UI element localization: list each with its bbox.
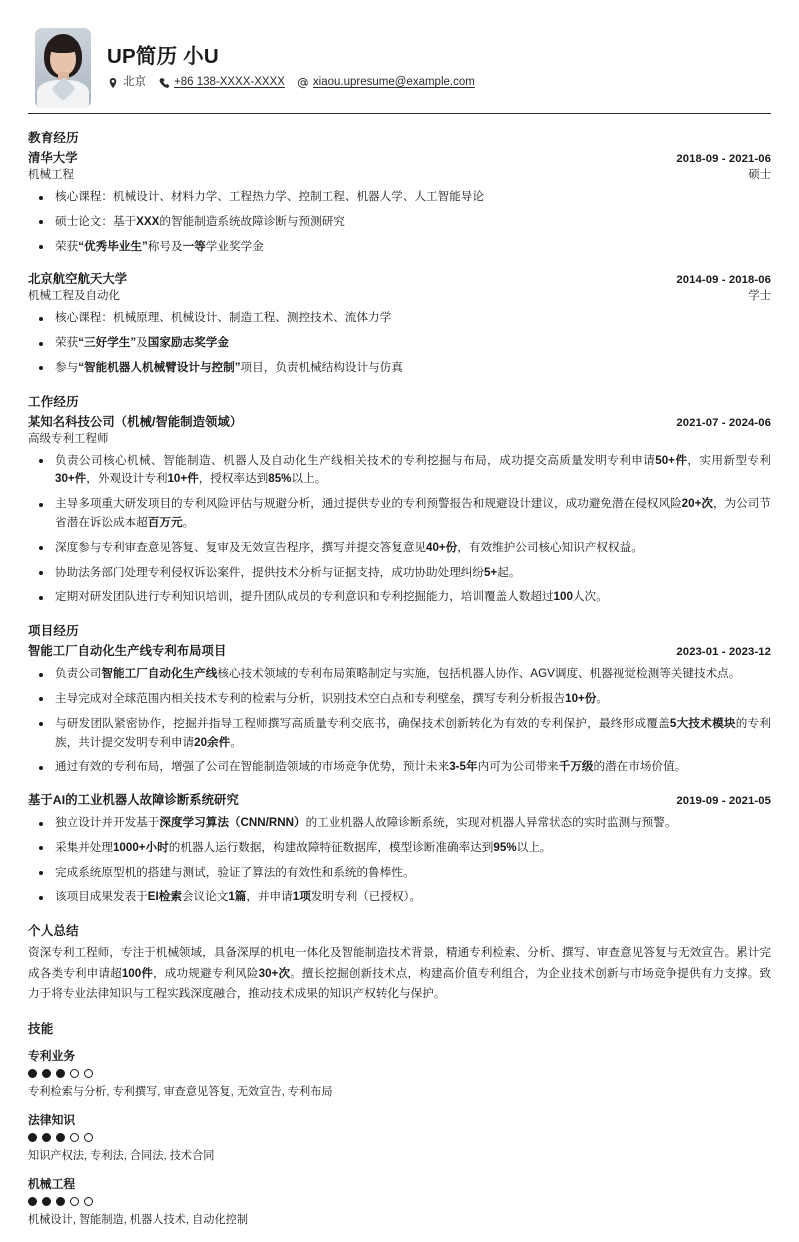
education-bullets — [28, 309, 771, 377]
email-at-icon — [297, 77, 309, 89]
education-org: 清华大学 — [28, 151, 78, 165]
skill-level-dots — [28, 1069, 771, 1078]
skill-keywords: 专利检索与分析, 专利撰写, 审查意见答复, 无效宣告, 专利布局 — [28, 1086, 333, 1099]
bullet-item: 该项目成果发表于EI检索会议论文1篇，并申请1项发明专利（已授权）。 — [28, 888, 771, 907]
section-title-education: 教育经历 — [28, 131, 79, 145]
section-title-summary: 个人总结 — [28, 924, 79, 939]
project-name: 智能工厂自动化生产线专利布局项目 — [28, 644, 227, 659]
bullet-item: 核心课程：机械设计、材料力学、工程热力学、控制工程、机器人学、人工智能导论 — [28, 188, 771, 207]
bullet-item: 负责公司核心机械、智能制造、机器人及自动化生产线相关技术的专利挖掘与布局，成功提交高质量发明专利申请50+件，实用新型专利30+件，外观设计专利10+件，授权率达到85%以上。 — [28, 452, 771, 490]
bullet-item: 定期对研发团队进行专利知识培训，提升团队成员的专利意识和专利挖掘能力，培训覆盖人数超过100人次。 — [28, 588, 771, 607]
contact-email-text[interactable]: xiaou.upresume@example.com — [312, 76, 475, 88]
work-entry — [28, 412, 771, 607]
resume-header — [28, 0, 771, 104]
education-major: 机械工程及自动化 — [28, 290, 120, 303]
contact-location — [107, 77, 146, 89]
bullet-item: 采集并处理1000+小时的机器人运行数据，构建故障特征数据库，模型诊断准确率达到95%以上。 — [28, 839, 771, 858]
skill-dot — [28, 1133, 37, 1142]
education-entry — [28, 269, 771, 377]
skill-keywords: 知识产权法, 专利法, 合同法, 技术合同 — [28, 1149, 215, 1162]
skill-name: 专利业务 — [28, 1049, 76, 1064]
section-work-experience — [28, 378, 771, 607]
skill-dot — [56, 1197, 65, 1206]
skill-group — [28, 1047, 771, 1101]
skill-dot — [42, 1069, 51, 1078]
skill-name: 法律知识 — [28, 1112, 76, 1127]
work-company: 某知名科技公司（机械/智能制造领域） — [28, 414, 243, 429]
work-role: 高级专利工程师 — [28, 432, 109, 445]
location-pin-icon — [107, 77, 119, 89]
skill-dot — [42, 1197, 51, 1206]
skill-dot — [28, 1197, 37, 1206]
bullet-item: 荣获“优秀毕业生”称号及一等学业奖学金 — [28, 238, 771, 257]
work-date: 2021-07 - 2024-06 — [676, 416, 771, 429]
skill-dot — [70, 1133, 79, 1142]
education-bullets — [28, 188, 771, 256]
bullet-item: 完成系统原型机的搭建与测试，验证了算法的有效性和系统的鲁棒性。 — [28, 864, 771, 883]
contact-email[interactable] — [297, 77, 475, 89]
skill-level-dots — [28, 1133, 771, 1142]
summary-text: 资深专利工程师，专注于机械领域，具备深厚的机电一体化及智能制造技术背景，精通专利检索、分析、撰写、审查意见答复与无效宣告。累计完成各类专利申请超100件，成功规避专利风险30+次。擅长挖掘创新技术点，构建高价值专利组合，为企业技术创新与市场竞争提供有力支撑。致力于将专业法律知识与工程实践深度融合，推动技术成果的知识产权转化与保护。 — [28, 946, 771, 1001]
education-org: 北京航空航天大学 — [28, 272, 128, 287]
skill-dot — [84, 1069, 93, 1078]
skill-dot — [84, 1133, 93, 1142]
skill-level-dots — [28, 1197, 771, 1206]
contact-phone[interactable] — [158, 77, 285, 89]
project-date: 2023-01 - 2023-12 — [676, 646, 771, 659]
skill-group — [28, 1111, 771, 1165]
section-title-skills: 技能 — [28, 1022, 54, 1037]
work-bullets — [28, 452, 771, 607]
contact-list — [107, 77, 475, 89]
skill-dot — [56, 1069, 65, 1078]
bullet-item: 荣获“三好学生”及国家励志奖学金 — [28, 334, 771, 353]
bullet-item: 与研发团队紧密协作，挖掘并指导工程师撰写高质量专利交底书，确保技术创新转化为有效的专利保护，最终形成覆盖5大技术模块的专利族，共计提交发明专利申请20余件。 — [28, 715, 771, 753]
section-education — [28, 114, 771, 378]
education-entry — [28, 148, 771, 256]
phone-icon — [158, 77, 170, 89]
bullet-item: 硕士论文：基于XXX的智能制造系统故障诊断与预测研究 — [28, 213, 771, 232]
bullet-item: 参与“智能机器人机械臂设计与控制”项目，负责机械结构设计与仿真 — [28, 359, 771, 378]
candidate-name: UP简历 小U — [107, 45, 219, 69]
skill-dot — [28, 1069, 37, 1078]
bullet-item: 协助法务部门处理专利侵权诉讼案件，提供技术分析与证据支持，成功协助处理纠纷5+起。 — [28, 564, 771, 583]
project-bullets — [28, 665, 771, 777]
project-entry — [28, 641, 771, 777]
skill-name: 机械工程 — [28, 1176, 76, 1191]
skill-group — [28, 1175, 771, 1229]
project-name: 基于AI的工业机器人故障诊断系统研究 — [28, 793, 239, 808]
project-entry — [28, 790, 771, 907]
section-personal-summary — [28, 907, 771, 1005]
skill-dot — [70, 1197, 79, 1206]
skill-dot — [56, 1133, 65, 1142]
project-date: 2019-09 - 2021-05 — [676, 795, 771, 808]
education-date: 2018-09 - 2021-06 — [676, 153, 771, 165]
avatar — [35, 28, 91, 108]
contact-phone-text[interactable]: +86 138-XXXX-XXXX — [174, 76, 285, 88]
bullet-item: 独立设计并开发基于深度学习算法（CNN/RNN）的工业机器人故障诊断系统，实现对机器人异常状态的实时监测与预警。 — [28, 814, 771, 833]
skill-dot — [42, 1133, 51, 1142]
section-projects — [28, 607, 771, 907]
project-bullets — [28, 814, 771, 907]
skill-keywords: 机械设计, 智能制造, 机器人技术, 自动化控制 — [28, 1213, 249, 1226]
bullet-item: 主导完成对全球范围内相关技术专利的检索与分析，识别技术空白点和专利壁垒，撰写专利分析报告10+份。 — [28, 690, 771, 709]
section-title-work: 工作经历 — [28, 394, 79, 409]
bullet-item: 深度参与专利审查意见答复、复审及无效宣告程序，撰写并提交答复意见40+份，有效维护公司核心知识产权权益。 — [28, 539, 771, 558]
bullet-item: 主导多项重大研发项目的专利风险评估与规避分析，通过提供专业的专利预警报告和规避设计建议，成功避免潜在侵权风险20+次，为公司节省潜在诉讼成本超百万元。 — [28, 495, 771, 533]
section-skills — [28, 1005, 771, 1228]
skill-dot — [70, 1069, 79, 1078]
section-title-projects: 项目经历 — [28, 624, 79, 639]
bullet-item: 负责公司智能工厂自动化生产线核心技术领域的专利布局策略制定与实施，包括机器人协作、AGV调度、机器视觉检测等关键技术点。 — [28, 665, 771, 684]
bullet-item: 通过有效的专利布局，增强了公司在智能制造领域的市场竞争优势，预计未来3-5年内可为公司带来千万级的潜在市场价值。 — [28, 758, 771, 777]
bullet-item: 核心课程：机械原理、机械设计、制造工程、测控技术、流体力学 — [28, 309, 771, 328]
skill-dot — [84, 1197, 93, 1206]
education-degree: 学士 — [748, 290, 771, 303]
education-date: 2014-09 - 2018-06 — [676, 274, 771, 287]
contact-location-text: 北京 — [123, 76, 146, 88]
education-degree: 硕士 — [748, 169, 771, 181]
education-major: 机械工程 — [28, 169, 74, 181]
